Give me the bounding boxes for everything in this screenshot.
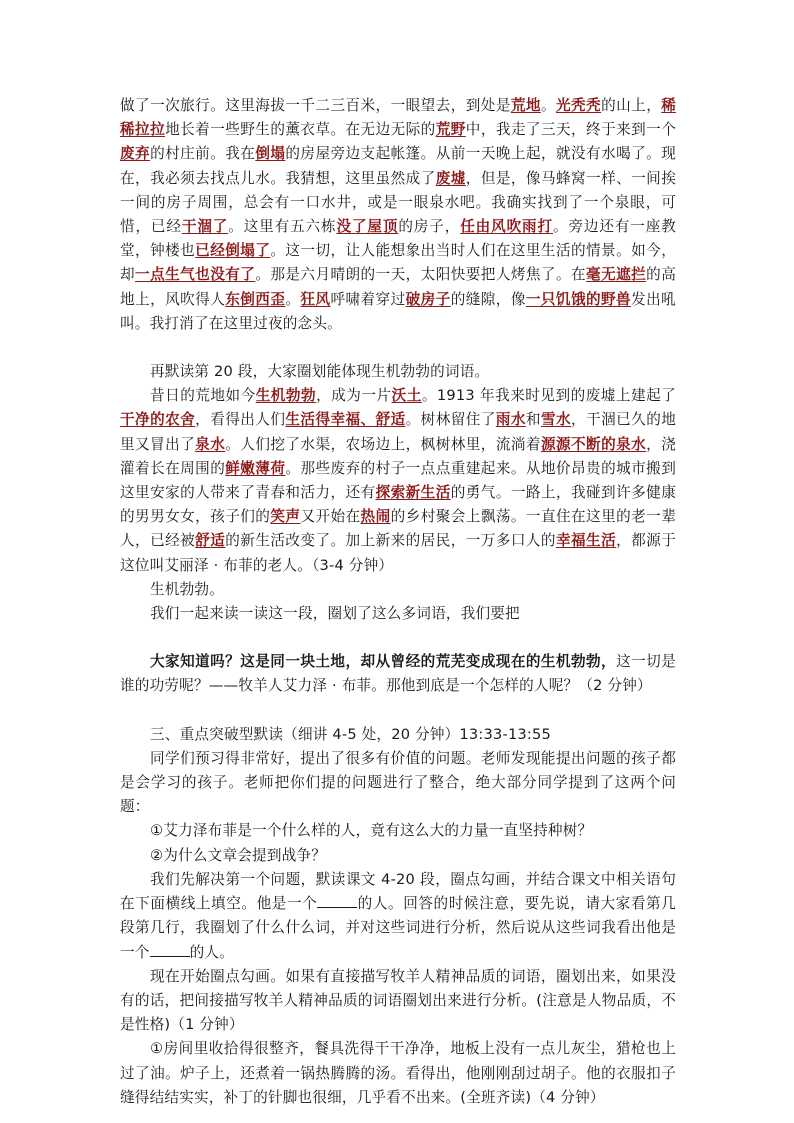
highlighted-phrase: 热闹 (360, 508, 391, 526)
highlighted-phrase: 废墟 (435, 169, 466, 187)
text-run: 的勇气。一路上，我碰到许多健康的男男女女，孩子们的 (120, 484, 676, 526)
highlighted-phrase: 一只饥饿的野兽 (525, 290, 632, 308)
highlighted-phrase: 任由风吹雨打 (460, 218, 553, 236)
highlighted-phrase: 干净的农舍 (120, 411, 196, 429)
text-run: 中，我走了三天，终于来到一个 (465, 121, 676, 139)
section-heading: 三、重点突破型默读（细讲 4-5 处，20 分钟）13:33-13:55 (150, 725, 551, 743)
text-run: 又开始在 (300, 508, 361, 526)
fill-blank-2 (150, 942, 190, 957)
paragraph-spacer (120, 626, 676, 650)
highlighted-phrase: 探索新生活 (375, 484, 451, 502)
text-run: 。 (540, 97, 556, 114)
text-run: 。旁边还有一座教堂，钟楼也 (120, 218, 677, 260)
text-run: 的村庄前。我在 (150, 145, 256, 163)
highlighted-phrase: 已经倒塌了 (195, 242, 271, 260)
fill-text-2: 的人。回答的时候注意，要先说，请大家看第几段第几行，我圈划了什么什么词，并对这些词进行分析，然后说从这些词我看出他是一个 (120, 895, 676, 961)
quoted-passage-room: ①房间里收拾得很整齐，餐具洗得干干净净，地板上没有一点儿灰尘，猎枪也上过了油。炉子上，还煮着一锅热腾腾的汤。看得出，他刚刚刮过胡子。他的衣服扣子缝得结结实实，补丁的针脚也很细，几乎看不出来。(全班齐读)（4 分钟） (120, 1040, 676, 1106)
highlighted-phrase: 没了屋顶 (336, 218, 399, 236)
highlighted-phrase: 沃土 (391, 387, 422, 405)
text-run: 。这里有五六栋 (228, 218, 337, 236)
highlighted-phrase: 干涸了 (181, 218, 229, 236)
text-run: 的山上， (601, 97, 662, 114)
fill-text-1: 我们先解决第一个问题，默读课文 4-20 段，圈点勾画，并结合课文中相关语句在下面横线上填空。他是一个 (120, 870, 676, 913)
text-run: 和 (525, 411, 541, 429)
text-run: 昔日的荒地如今 (150, 387, 256, 405)
highlighted-phrase: 笑声 (270, 508, 301, 526)
fill-blank-instruction (120, 868, 676, 965)
highlighted-phrase: 倒塌 (255, 145, 286, 163)
annotation-instruction: 现在开始圈点勾画。如果有直接描写牧羊人精神品质的词语，圈划出来，如果没有的话，把间接描写牧羊人精神品质的词语圈划出来进行分析。(注意是人物品质，不是性格)（1 分钟） (120, 967, 676, 1034)
highlighted-phrase: 生机勃勃 (255, 387, 317, 405)
highlighted-phrase: 东倒西歪 (225, 290, 286, 308)
highlighted-phrase: 荒地 (510, 97, 541, 114)
text-run: 。树林留住了 (405, 411, 496, 429)
text-run: ，成为一片 (316, 387, 392, 405)
paragraph-vitality-description (120, 384, 676, 578)
text-run: 的房子， (398, 218, 461, 236)
document-body (120, 94, 676, 1110)
paragraph-wasteland-description (120, 94, 676, 336)
answer-line: 生机勃勃。 (150, 580, 224, 598)
highlighted-phrase: 光秃秃 (555, 97, 602, 114)
fill-blank-1 (317, 893, 357, 908)
reading-instruction: 我们一起来读一读这一段，圈划了这么多词语，我们要把 (150, 605, 520, 623)
text-run: 。人们挖了水渠，农场边上，枫树林里，流淌着 (225, 435, 541, 453)
text-run: 的缝隙，像 (450, 290, 526, 308)
text-run: ，都源于这位叫艾丽泽 · 布菲的老人。（3-4 分钟） (120, 532, 676, 574)
text-run: 的新生活改变了。加上新来的居民，一万多口人的 (225, 532, 556, 550)
text-run: 的乡村聚会上飘荡。一直住在这里的老一辈人，已经被 (120, 508, 676, 550)
text-run: 发出吼叫。我打消了在这里过夜的念头。 (120, 290, 676, 332)
highlighted-phrase: 荒野 (435, 121, 466, 139)
text-run: ，干涸已久的地里又冒出了 (120, 411, 677, 453)
highlighted-phrase: 泉水 (195, 435, 226, 453)
highlighted-phrase: 源源不断的泉水 (540, 435, 647, 453)
text-run: 呼啸着穿过 (330, 290, 406, 308)
highlighted-phrase: 狂风 (300, 290, 331, 308)
highlighted-phrase: 一点生气也没有了 (135, 266, 256, 284)
paragraph-spacer (120, 699, 676, 723)
text-run: 的高地上，风吹得人 (120, 266, 676, 308)
question-two: ②为什么文章会提到战争？ (150, 846, 327, 864)
text-run: 的房屋旁边支起帐篷。从前一天晚上起，就没有水喝了。现在，我必须去找点儿水。我猜想，这里虽然成了 (120, 145, 677, 187)
transition-text: 这一切是谁的功劳呢？——牧羊人艾力泽 · 布菲。那他到底是一个怎样的人呢？（2 分钟） (120, 653, 676, 695)
paragraph-spacer (120, 336, 676, 360)
text-run: 地长着一些野生的薰衣草。在无边无际的 (165, 121, 436, 139)
highlighted-phrase: 幸福生活 (555, 532, 617, 550)
text-run: ，看得出人们 (195, 411, 286, 429)
text-run: 。这一切，让人能想象出当时人们在这里生活的情景。如今，却 (120, 242, 676, 284)
text-run: 。 (285, 290, 301, 308)
text-run: ，浇灌着长在周围的 (120, 435, 676, 477)
highlighted-phrase: 毫无遮拦 (586, 266, 647, 284)
text-run: 。那些废弃的村子一点点重建起来。从地价昂贵的城市搬到这里安家的人带来了青春和活力，还有 (120, 459, 676, 502)
text-run: 。1913 年我来时见到的废墟上建起了 (421, 387, 676, 405)
highlighted-phrase: 破房子 (405, 290, 451, 308)
highlighted-phrase: 废弃 (120, 145, 151, 163)
highlighted-phrase: 生活得幸福、舒适 (285, 411, 406, 429)
text-run: ，但是，像马蜂窝一样、一间挨一间的房子周围，总会有一口水井，或是一眼泉水吧。我确实找到了一个泉眼，可惜，已经 (120, 169, 677, 236)
highlighted-phrase: 雨水 (495, 411, 526, 429)
highlighted-phrase: 雪水 (540, 411, 572, 429)
highlighted-phrase: 舒适 (195, 532, 226, 550)
highlighted-phrase: 鲜嫩薄荷 (225, 459, 286, 477)
teacher-intro: 同学们预习得非常好，提出了很多有价值的问题。老师发现能提出问题的孩子都是会学习的孩子。老师把你们提的问题进行了整合，绝大部分同学提到了这两个问题： (120, 749, 676, 816)
instruction-paragraph-20: 再默读第 20 段，大家圈划能体现生机勃勃的词语。 (150, 363, 490, 381)
transition-bold-text: 大家知道吗？这是同一块土地，却从曾经的荒芜变成现在的生机勃勃， (150, 653, 617, 671)
fill-text-3: 的人。 (189, 943, 234, 961)
text-run: 做了一次旅行。这里海拔一千二三百米，一眼望去，到处是 (120, 97, 511, 114)
text-run: 。那是六月晴朗的一天，太阳快要把人烤焦了。在 (255, 266, 587, 284)
transition-question (120, 650, 676, 698)
highlighted-phrase: 稀稀拉拉 (120, 97, 677, 139)
question-one: ①艾力泽布菲是一个什么样的人，竟有这么大的力量一直坚持种树？ (150, 822, 593, 840)
